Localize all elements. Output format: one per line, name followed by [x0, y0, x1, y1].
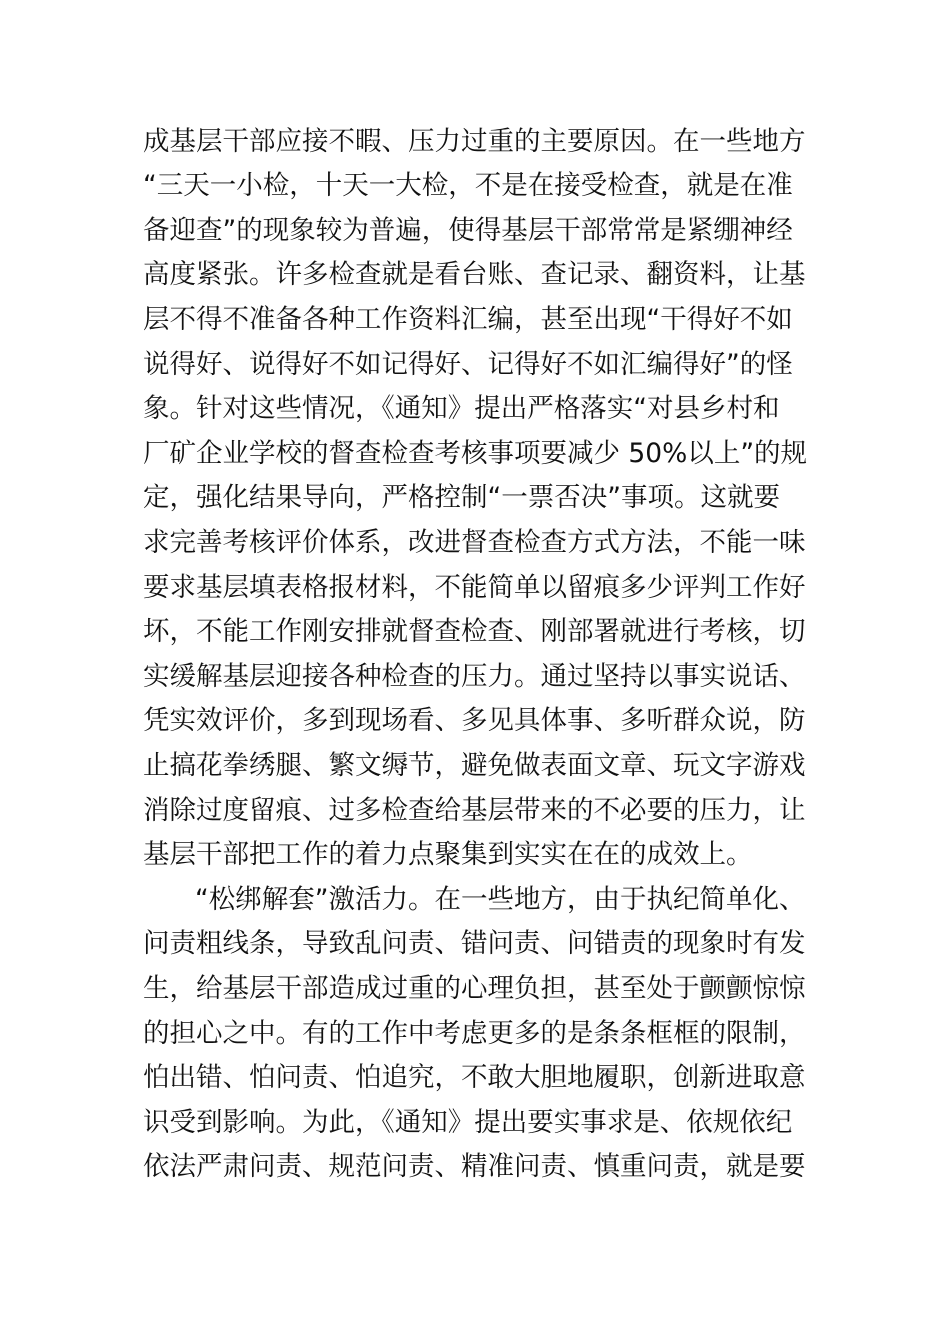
text-line: 的担心之中。有的工作中考虑更多的是条条框框的限制， [143, 1018, 806, 1049]
text-line: 基层干部把工作的着力点聚集到实实在在的成效上。 [143, 839, 753, 870]
text-line: 说得好、说得好不如记得好、记得好不如汇编得好”的怪 [143, 349, 793, 380]
text-line: 层不得不准备各种工作资料汇编，甚至出现“干得好不如 [143, 304, 793, 335]
text-line: “三天一小检，十天一大检，不是在接受检查，就是在准 [143, 170, 793, 201]
text-line: 止搞花拳绣腿、繁文缛节，避免做表面文章、玩文字游戏 [143, 750, 806, 781]
text-line: 依法严肃问责、规范问责、精准问责、慎重问责，就是要 [143, 1151, 806, 1182]
text-line: 成基层干部应接不暇、压力过重的主要原因。在一些地方 [143, 126, 806, 157]
text-line: 识受到影响。为此，《通知》提出要实事求是、依规依纪 [143, 1107, 793, 1138]
text-line: 要求基层填表格报材料，不能简单以留痕多少评判工作好 [143, 572, 806, 603]
text-line: 凭实效评价，多到现场看、多见具体事、多听群众说，防 [143, 705, 806, 736]
text-line: 怕出错、怕问责、怕追究，不敢大胆地履职，创新进取意 [143, 1062, 806, 1093]
text-line: 高度紧张。许多检查就是看台账、查记录、翻资料，让基 [143, 259, 806, 290]
text-line: 坏，不能工作刚安排就督查检查、刚部署就进行考核，切 [143, 616, 806, 647]
text-line: 实缓解基层迎接各种检查的压力。通过坚持以事实说话、 [143, 661, 806, 692]
text-line: 厂矿企业学校的督查检查考核事项要减少 50%以上”的规 [143, 438, 808, 469]
text-line: 求完善考核评价体系，改进督查检查方式方法，不能一味 [143, 527, 806, 558]
text-line: 象。针对这些情况，《通知》提出严格落实“对县乡村和 [143, 393, 780, 424]
text-line: 消除过度留痕、过多检查给基层带来的不必要的压力，让 [143, 795, 806, 826]
text-line: 备迎查”的现象较为普遍，使得基层干部常常是紧绷神经 [143, 215, 793, 246]
text-line: 生，给基层干部造成过重的心理负担，甚至处于颤颤惊惊 [143, 973, 806, 1004]
text-line: 定，强化结果导向，严格控制“一票否决”事项。这就要 [143, 482, 780, 513]
text-line: 问责粗线条，导致乱问责、错问责、问错责的现象时有发 [143, 928, 806, 959]
paragraph-first-line: “松绑解套”激活力。在一些地方，由于执纪简单化、 [195, 884, 806, 915]
